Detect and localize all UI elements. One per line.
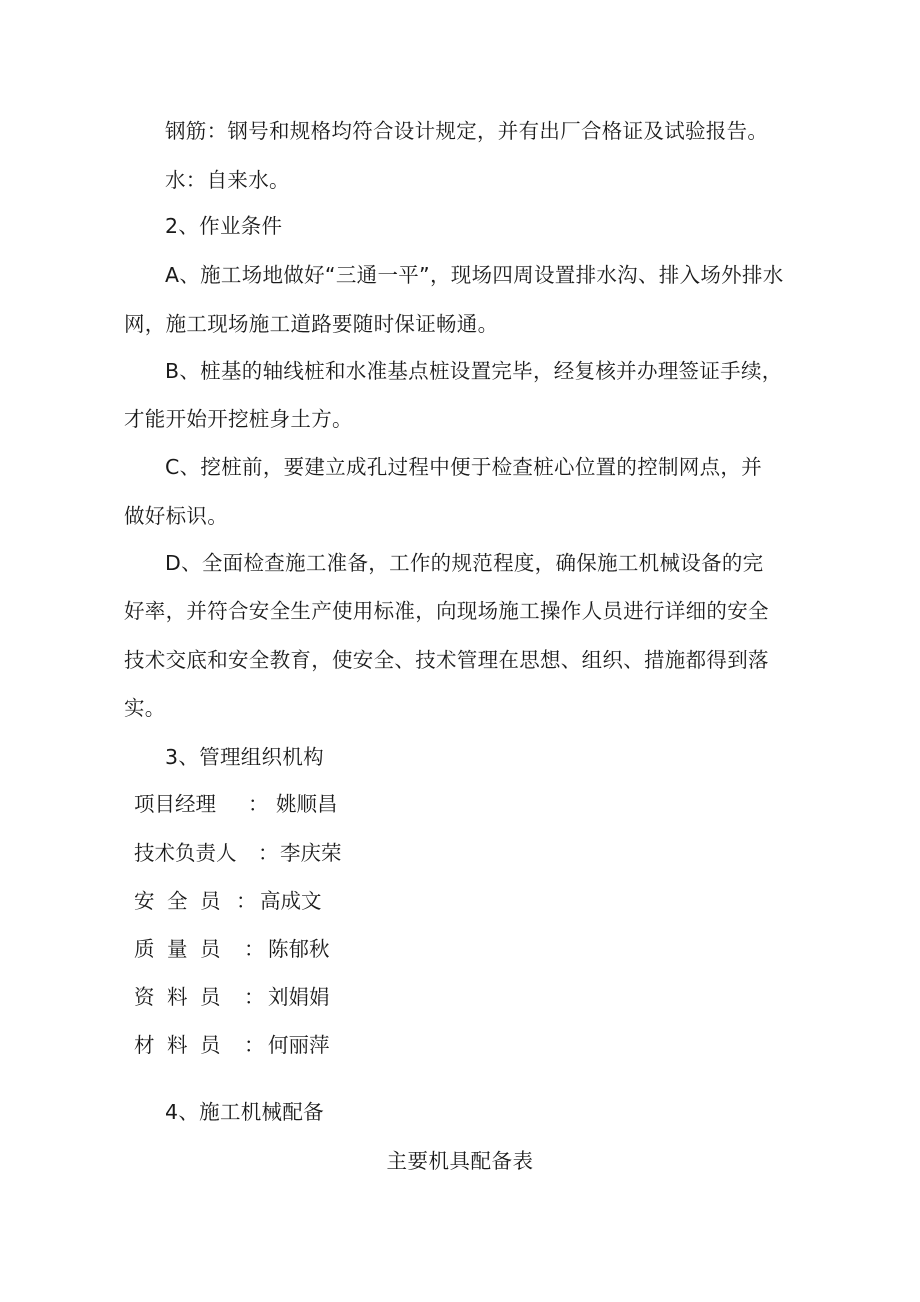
staff-colon: ： — [236, 889, 257, 913]
condition-d-line-4: 实。 — [124, 696, 166, 720]
staff-role: 材 料 员 — [134, 1033, 221, 1057]
staff-colon: ： — [244, 937, 265, 961]
condition-d-line-2: 好率，并符合安全生产使用标准，向现场施工操作人员进行详细的安全 — [124, 599, 769, 623]
condition-c-line-2: 做好标识。 — [124, 504, 228, 528]
machinery-heading: 4、施工机械配备 — [165, 1100, 324, 1124]
condition-d-line-3: 技术交底和安全教育，使安全、技术管理在思想、组织、措施都得到落 — [124, 648, 769, 672]
staff-name: 刘娟娟 — [268, 985, 330, 1009]
staff-name: 姚顺昌 — [276, 792, 338, 816]
staff-role: 技术负责人 — [134, 841, 237, 865]
staff-name: 陈郁秋 — [268, 937, 330, 961]
rebar-paragraph: 钢筋：钢号和规格均符合设计规定，并有出厂合格证及试验报告。 — [165, 119, 769, 143]
staff-row-records-officer — [134, 982, 330, 1012]
staff-role: 资 料 员 — [134, 985, 221, 1009]
condition-a-line-1: A、施工场地做好“三通一平”，现场四周设置排水沟、排入场外排水 — [165, 263, 784, 287]
staff-row-materials-officer — [134, 1030, 330, 1060]
staff-role: 安 全 员 — [134, 889, 221, 913]
staff-role: 项目经理 — [134, 792, 216, 816]
water-paragraph: 水：自来水。 — [165, 168, 290, 192]
condition-b-line-2: 才能开始开挖桩身土方。 — [124, 407, 353, 431]
staff-name: 高成文 — [260, 889, 322, 913]
condition-d-line-1: D、全面检查施工准备，工作的规范程度，确保施工机械设备的完 — [165, 551, 764, 575]
condition-b-line-1: B、桩基的轴线桩和水准基点桩设置完毕，经复核并办理签证手续， — [165, 359, 783, 383]
organization-heading: 3、管理组织机构 — [165, 745, 324, 769]
staff-colon: ： — [258, 841, 279, 865]
staff-colon: ： — [248, 792, 269, 816]
staff-name: 李庆荣 — [280, 841, 342, 865]
staff-row-technical-lead — [134, 838, 342, 868]
staff-row-safety-officer — [134, 886, 322, 916]
staff-name: 何丽萍 — [268, 1033, 330, 1057]
staff-role: 质 量 员 — [134, 937, 221, 961]
staff-colon: ： — [244, 985, 265, 1009]
work-conditions-heading: 2、作业条件 — [165, 214, 283, 238]
table-title: 主要机具配备表 — [386, 1149, 534, 1173]
staff-row-project-manager — [134, 789, 338, 819]
staff-row-quality-officer — [134, 934, 330, 964]
condition-a-line-2: 网，施工现场施工道路要随时保证畅通。 — [124, 312, 499, 336]
condition-c-line-1: C、挖桩前，要建立成孔过程中便于检查桩心位置的控制网点，并 — [165, 455, 763, 479]
staff-colon: ： — [244, 1033, 265, 1057]
